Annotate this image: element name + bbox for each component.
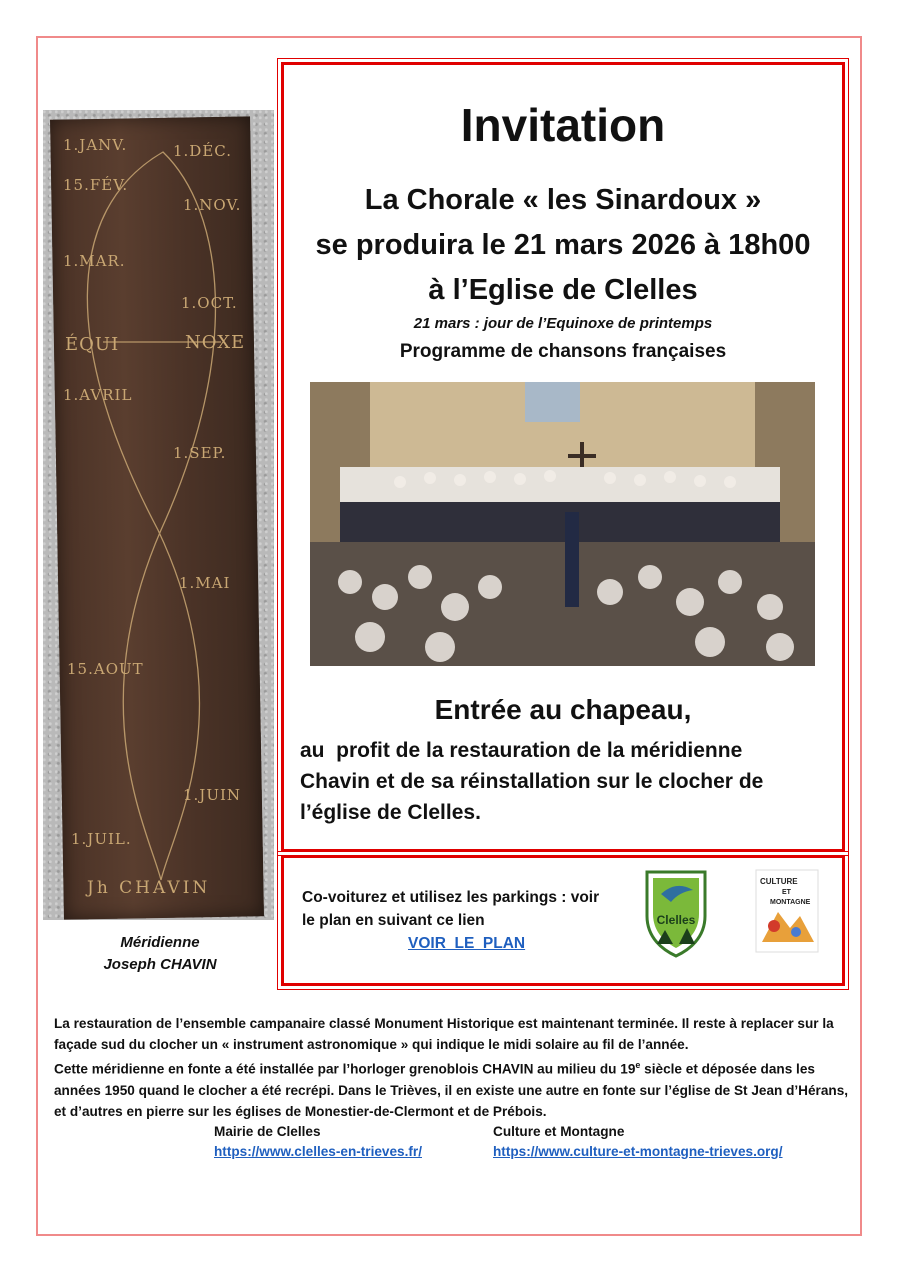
meridian-label-aout: 15.AOUT <box>67 660 144 678</box>
paragraph-2-start: Cette méridienne en fonte a été installée par l’horloger grenoblois CHAVIN au milieu du 19 <box>54 1061 636 1077</box>
svg-text:MONTAGNE: MONTAGNE <box>770 899 811 906</box>
mairie-name: Mairie de Clelles <box>214 1124 321 1139</box>
clelles-logo <box>641 866 711 958</box>
date-line: se produira le 21 mars 2026 à 18h00 <box>315 229 811 261</box>
meridian-photo <box>43 110 274 920</box>
meridian-label-sep: 1.SEP. <box>173 444 227 462</box>
paragraph-2-end: siècle et déposée dans les années 1950 quand le clocher a été recrépi. Dans le Trièves, il en existe une autre en fonte sur l’église de St Jean d’Hérans, et d’autres en pierre sur les églises de Monestier-de-Clermont et de Prébois. <box>54 1061 849 1119</box>
meridian-label-dec: 1.DÉC. <box>173 142 232 160</box>
mairie-link[interactable]: https://www.clelles-en-trieves.fr/ <box>214 1144 422 1159</box>
culture-montagne-logo <box>752 866 822 956</box>
paragraph-1: La restauration de l’ensemble campanaire classé Monument Historique est maintenant terminée. Il reste à replacer sur la façade sud du clocher un « instrument astronomique » qui indique le midi solaire au fil de l’année. <box>54 1016 834 1052</box>
meridian-label-mar: 1.MAR. <box>63 252 126 270</box>
caption-line-1: Méridienne <box>120 934 200 951</box>
choir-photo-illustration <box>310 382 815 666</box>
culture-name: Culture et Montagne <box>493 1124 625 1139</box>
profit-line-3: l’église de Clelles. <box>300 801 481 824</box>
carpool-text <box>302 886 632 932</box>
meridian-label-juil: 1.JUIL. <box>71 830 132 848</box>
profit-line-1: au profit de la restauration de la méridienne <box>300 739 743 762</box>
meridian-label-mai: 1.MAI <box>179 574 231 592</box>
meridian-label-fev: 15.FÉV. <box>63 176 129 194</box>
entry-heading: Entrée au chapeau, <box>434 694 692 725</box>
carpool-line-2: le plan en suivant ce lien <box>302 912 485 929</box>
carpool-line-1: Co-voiturez et utilisez les parkings : voir <box>302 889 600 906</box>
svg-text:CULTURE: CULTURE <box>760 877 798 886</box>
choir-line: La Chorale « les Sinardoux » <box>364 184 762 216</box>
meridian-label-avril: 1.AVRIL <box>63 386 133 404</box>
equinox-note: 21 mars : jour de l’Equinoxe de printemps <box>413 315 713 332</box>
culture-montagne-icon <box>752 866 822 956</box>
meridian-label-oct: 1.OCT. <box>181 294 238 312</box>
meridian-label-equi: ÉQUI <box>65 334 120 355</box>
meridian-label-juin: 1.JUIN <box>183 786 242 804</box>
paragraph-2 <box>54 1055 854 1122</box>
meridian-caption <box>43 932 277 976</box>
meridian-label-janv: 1.JANV. <box>63 136 128 154</box>
culture-link[interactable]: https://www.culture-et-montagne-trieves.org/ <box>493 1144 783 1159</box>
svg-text:Clelles: Clelles <box>656 913 696 927</box>
venue-line: à l’Eglise de Clelles <box>428 274 698 306</box>
meridian-label-noxe: NOXE <box>185 332 246 353</box>
meridian-label-nov: 1.NOV. <box>183 196 242 214</box>
invitation-title: Invitation <box>460 99 666 151</box>
restoration-text <box>54 1013 854 1122</box>
programme-line: Programme de chansons françaises <box>399 341 727 362</box>
choir-photo <box>310 382 815 666</box>
caption-line-2: Joseph CHAVIN <box>103 956 217 973</box>
svg-text:ET: ET <box>782 889 791 896</box>
profit-line-2: Chavin et de sa réinstallation sur le clocher de <box>300 770 764 793</box>
century-superscript: e <box>635 1060 641 1070</box>
view-plan-link[interactable]: VOIR LE PLAN <box>408 935 526 952</box>
meridian-signature: Jh CHAVIN <box>87 878 211 898</box>
clelles-shield-icon <box>641 866 711 958</box>
profit-text <box>300 735 830 828</box>
